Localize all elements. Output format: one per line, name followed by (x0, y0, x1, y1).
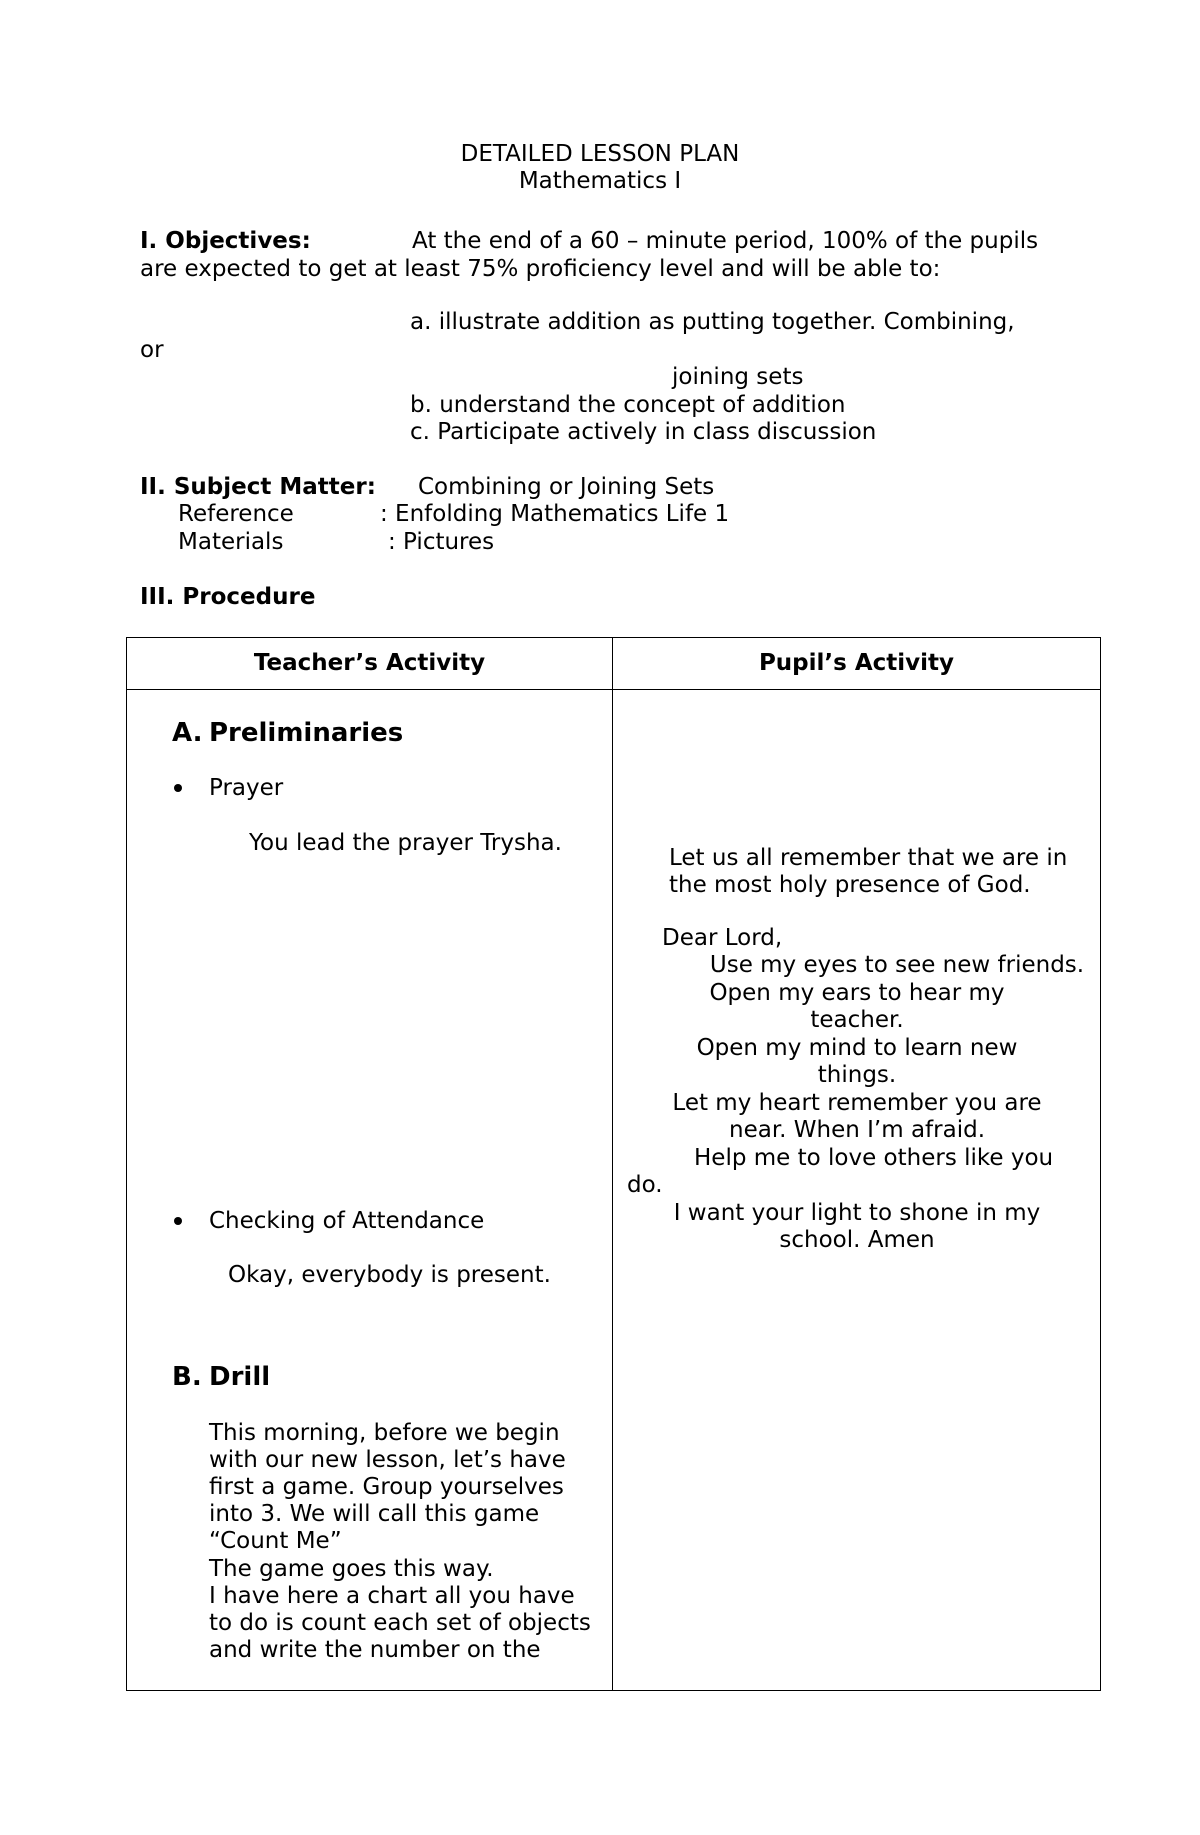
pupil-prayer-line5a: Help me to love others like you (694, 1145, 1054, 1171)
pupil-prayer-line4: Let my heart remember you are near. When I’m afraid. (672, 1090, 1042, 1143)
section-a-letter: A. (172, 718, 203, 748)
pupil-prayer-intro: Let us all remember that we are in the most holy presence of God. (669, 845, 1068, 898)
drill-paragraph-1: This morning, before we begin with our new lesson, let’s have first a game. Group yourselves into 3. We will call this game “Count Me” (209, 1420, 566, 1554)
subject-matter-heading: II. Subject Matter: (140, 474, 376, 500)
drill-paragraph-2-line1: The game goes this way. (209, 1556, 494, 1582)
header-divider (127, 689, 1100, 690)
pupil-prayer-line2: Open my ears to hear my teacher. (709, 980, 1005, 1033)
procedure-heading: III. Procedure (140, 584, 316, 610)
objective-b: b. understand the concept of addition (410, 392, 846, 418)
column-divider (612, 638, 613, 1690)
bullet-prayer (174, 784, 182, 792)
bullet-attendance-text: Checking of Attendance (209, 1208, 485, 1234)
reference-value: : Enfolding Mathematics Life 1 (380, 501, 730, 527)
materials-label: Materials (178, 529, 284, 555)
teacher-activity-header: Teacher’s Activity (253, 650, 486, 676)
prayer-teacher-line: You lead the prayer Trysha. (249, 830, 562, 856)
materials-value: : Pictures (388, 529, 495, 555)
objective-a-or: or (140, 337, 164, 363)
drill-paragraph-2: I have here a chart all you have to do is count each set of objects and write the number on the (209, 1583, 591, 1663)
pupil-prayer-line3: Open my mind to learn new things. (696, 1035, 1018, 1088)
reference-label: Reference (178, 501, 294, 527)
objectives-intro-line2: are expected to get at least 75% proficiency level and will be able to: (140, 256, 941, 282)
objective-a-line1: a. illustrate addition as putting together. Combining, (410, 309, 1015, 335)
pupil-activity-header: Pupil’s Activity (758, 650, 955, 676)
pupil-prayer-line1: Use my eyes to see new friends. (709, 952, 1085, 978)
attendance-teacher-line: Okay, everybody is present. (228, 1262, 551, 1288)
section-b-title: Drill (209, 1362, 271, 1392)
bullet-prayer-text: Prayer (209, 775, 284, 801)
subject-matter-topic: Combining or Joining Sets (418, 474, 715, 500)
section-a-title: Preliminaries (209, 718, 404, 748)
document-subtitle: Mathematics I (518, 168, 682, 194)
pupil-prayer-dear: Dear Lord, (662, 925, 783, 951)
bullet-attendance (174, 1217, 182, 1225)
objective-c: c. Participate actively in class discussion (410, 419, 877, 445)
objectives-intro-line1: At the end of a 60 – minute period, 100% of the pupils (412, 228, 1039, 254)
section-b-letter: B. (172, 1362, 202, 1392)
procedure-table (126, 637, 1101, 1691)
objective-a-line2: joining sets (672, 364, 804, 390)
pupil-prayer-line6: I want your light to shone in my school. Amen (673, 1200, 1041, 1253)
pupil-prayer-line5b: do. (627, 1172, 663, 1198)
document-title: DETAILED LESSON PLAN (460, 141, 740, 167)
objectives-heading: I. Objectives: (140, 228, 311, 254)
